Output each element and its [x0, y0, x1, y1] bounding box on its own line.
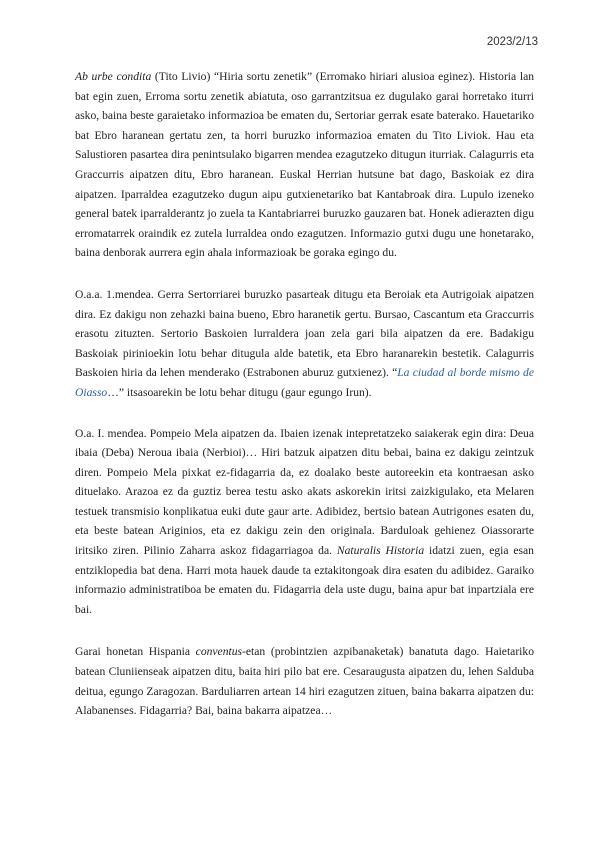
paragraph-3 [75, 424, 534, 620]
book-title-ab-urbe-condita: Ab urbe condita [75, 70, 152, 83]
paragraph-3-text-before: O.a. I. mendea. Pompeio Mela aipatzen da. Ibaien izenak intepretatzeko saiakerak egin dira: Deua ibaia (Deba) Neroua ibaia (Nerbioi)… Hiri batzuk aipatzen ditu bebai, baina ez dakigu zeintzuk diren. Pompeio Mela pixkat ez-fidagarria da, ez doalako beste autoreekin eta kontraesan asko dituelako. Arazoa ez da guztiz berea testu asko akats askorekin iritsi zaizkigulako, eta Melaren testuek transmisio konplikatua euki dute gaur arte. Adibidez, bertsio batean Autrigones esaten du, eta beste batean Ariginios, eta ez dakigu zein den originala. Barduloak gehienez Oiassorarte iritsiko ziren. Pilinio Zaharra askoz fidagarriagoa da. [75, 426, 534, 558]
book-title-naturalis-historia: Naturalis Historia [336, 544, 425, 558]
paragraph-3-text-after: idatzi zuen, egia esan entziklopedia bat dena. Harri mota hauek daude ta eztakitongoak dira esaten du adibidez. Garaiko informazio administratiboa be ematen du. Fidagarria dela uste dugu, baina apur bat inpartziala ere bai. [75, 544, 534, 616]
term-conventus: conventus [195, 645, 243, 659]
quote-link-oiasso[interactable]: La ciudad al borde mismo de Oiasso [75, 366, 534, 399]
document-body [75, 67, 534, 743]
paragraph-2-text-before: O.a.a. 1.mendea. Gerra Sertorriarei buruzko pasarteak ditugu eta Beroiak eta Autrigoiak aipatzen dira. Ez dakigu non zehazki baina bueno, Ebro haranetik gertu. Bursao, Cascantum eta Graccurris erasotu zituzten. Sertorio Baskoien lurraldera joan zela gari bila aipatzen da ere. Badakigu Baskoiak pirinioekin lotu behar ditugula alde batetik, eta Ebro haranarekin bestetik. Calagurris Baskoien hiria da lehen menderako (Estrabonen aburuz gutxienez). “ [75, 287, 534, 380]
paragraph-1-text: (Tito Livio) “Hiria sortu zenetik” (Erromako hiriari alusioa eginez). Historia lan bat egin zuen, Erroma sortu zenetik abiatuta, oso garrantzitsua ez dugulako garai horretako iturri asko, baina beste garaietako informazioa be ematen du, Sertoriar gerrak esate baterako. Hauetariko bat Ebro haranean gertatu zen, ta horri buruzko informazioa ematen du Tito Liviok. Hau eta Salustioren pasartea dira penintsulako bigarren mendea ezagutzeko ditugun iturriak. Calagurris eta Graccurris aipatzen ditu, Ebro haranean. Euskal Herrian hutsune bat dago, Baskoiak ez dira aipatzen. Iparraldea ezagutzeko dugun aipu gutxienetariko bat Kantabroak dira. Lupulo izeneko general batek iparralderantz jo zuela ta Kantabriarrei buruzko gauzaren bat. Honek adierazten digu erromatarrek oraindik ez zutela lurraldea ondo ezagutzen. Informazio gutxi dugu une honetarako, baina denborak aurrera egin ahala informazioak be goraka egingo du. [75, 70, 535, 260]
paragraph-2-text-after: …” itsasoarekin be lotu behar ditugu (gaur egungo Irun). [107, 385, 372, 399]
paragraph-4-text-after: -etan (probintzien azpibanaketak) banatuta dago. Haietariko batean Cluniienseak aipatzen ditu, baita hiri pilo bat ere. Cesaraugusta aipatzen du, lehen Salduba deitua, egungo Zaragozan. Barduliarren artean 14 hiri ezagutzen zituen, baina bakarra aipatzen du: Alabanenses. Fidagarria? Bai, baina bakarra aipatzea… [75, 645, 534, 718]
page-date: 2023/2/13 [486, 36, 538, 48]
paragraph-4-text-before: Garai honetan Hispania [75, 645, 196, 659]
paragraph-2 [75, 285, 534, 403]
paragraph-1 [75, 67, 534, 263]
paragraph-4 [75, 642, 534, 720]
